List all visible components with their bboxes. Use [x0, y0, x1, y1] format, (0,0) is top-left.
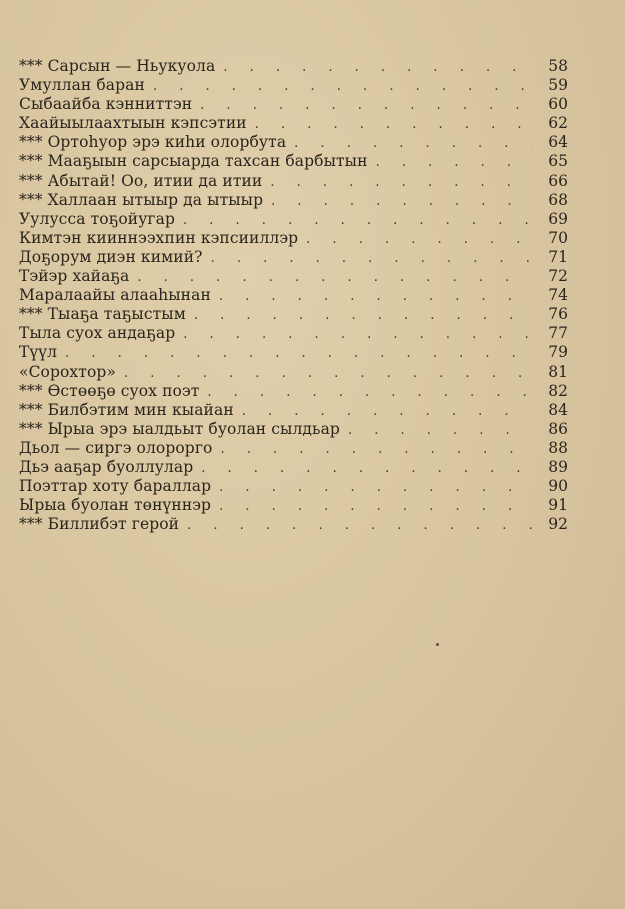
dot-leader [153, 77, 532, 96]
toc-entry-title: *** Абытай! Оо, итии да итии [19, 171, 263, 190]
toc-entry-page: 64 [548, 133, 568, 152]
toc-entry [19, 57, 568, 76]
dot-leader [65, 344, 532, 363]
toc-entry [19, 210, 568, 229]
toc-entry [19, 401, 568, 420]
table-of-contents [19, 57, 568, 534]
toc-entry [19, 363, 568, 382]
toc-entry [19, 496, 568, 515]
toc-entry-page: 82 [548, 381, 568, 400]
toc-entry-title: *** Мааҕыын сарсыарда тахсан барбытын [19, 152, 368, 171]
toc-entry [19, 420, 568, 439]
dot-leader [376, 153, 532, 172]
toc-entry-page: 62 [548, 114, 568, 133]
dot-leader [211, 249, 532, 268]
dot-leader [294, 134, 532, 153]
toc-entry [19, 152, 568, 171]
toc-entry [19, 458, 568, 477]
toc-entry [19, 267, 568, 286]
toc-entry-title: Поэттар хоту бараллар [19, 477, 212, 496]
toc-entry-title: Дьол — сиргэ олороргo [19, 438, 213, 457]
toc-entry [19, 477, 568, 496]
dot-leader [200, 96, 532, 115]
toc-entry-page: 76 [548, 305, 568, 324]
toc-entry [19, 229, 568, 248]
toc-entry [19, 286, 568, 305]
dot-leader [124, 364, 532, 383]
toc-entry-page: 60 [548, 95, 568, 114]
paper-speck [436, 643, 439, 646]
toc-entry-page: 90 [548, 477, 568, 496]
dot-leader [242, 402, 532, 421]
dot-leader [183, 325, 532, 344]
toc-entry-title: Маралаайы алааһынан [19, 286, 211, 305]
toc-entry-page: 68 [548, 190, 568, 209]
toc-entry-title: Сыбаайба кэнниттэн [19, 95, 193, 114]
toc-entry-page: 58 [548, 57, 568, 75]
toc-entry [19, 172, 568, 191]
dot-leader [219, 287, 532, 306]
toc-entry-page: 74 [548, 286, 568, 305]
dot-leader [187, 516, 532, 535]
toc-entry-page: 91 [548, 496, 568, 515]
toc-entry [19, 248, 568, 267]
toc-entry-title: *** Билбэтим мин кыайан [19, 400, 234, 419]
toc-entry-title: Тыла суох андаҕар [19, 324, 176, 343]
toc-entry-title: Доҕорум диэн кимий? [19, 247, 203, 266]
toc-entry-title: *** Сарсын — Ньукуола [19, 57, 216, 75]
toc-entry [19, 305, 568, 324]
toc-entry-title: Түүл [19, 343, 58, 362]
toc-entry-page: 88 [548, 438, 568, 457]
toc-entry-page: 59 [548, 76, 568, 95]
toc-entry [19, 382, 568, 401]
dot-leader [201, 459, 532, 478]
dot-leader [255, 115, 532, 134]
toc-entry-title: Кимтэн кииннээхпин кэпсииллэр [19, 228, 299, 247]
toc-entry-title: *** Тыаҕа таҕыстым [19, 305, 186, 324]
toc-entry [19, 114, 568, 133]
toc-entry-title: *** Ортоһуор эрэ киһи олорбута [19, 133, 287, 152]
dot-leader [270, 173, 532, 192]
toc-entry-page: 71 [548, 247, 568, 266]
dot-leader [220, 440, 532, 459]
toc-entry-title: *** Ырыа эрэ ыалдьыт буолан сылдьар [19, 419, 340, 438]
toc-entry [19, 76, 568, 95]
toc-entry-title: Умуллан баран [19, 76, 145, 95]
dot-leader [219, 497, 532, 516]
toc-entry-title: «Сорохтор» [19, 362, 116, 381]
dot-leader [183, 211, 532, 230]
dot-leader [194, 306, 532, 325]
dot-leader [348, 421, 532, 440]
toc-entry-title: Дьэ ааҕар буоллулар [19, 457, 194, 476]
toc-entry-page: 81 [548, 362, 568, 381]
toc-entry-page: 79 [548, 343, 568, 362]
toc-entry-title: Уулусса тоҕойугар [19, 209, 176, 228]
toc-entry-page: 92 [548, 515, 568, 534]
toc-entry [19, 95, 568, 114]
toc-entry-title: *** Халлаан ытыыр да ытыыр [19, 190, 264, 209]
toc-entry-page: 84 [548, 400, 568, 419]
toc-entry-title: *** Өстөөҕө суох поэт [19, 381, 200, 400]
toc-entry-title: *** Биллибэт герой [19, 515, 180, 534]
toc-entry-page: 70 [548, 228, 568, 247]
dot-leader [219, 478, 532, 497]
dot-leader [207, 383, 532, 402]
toc-entry-title: Ырыа буолан төнүннэр [19, 496, 212, 515]
toc-entry-title: Тэйэр хайаҕа [19, 267, 130, 286]
toc-entry-page: 66 [548, 171, 568, 190]
toc-entry-page: 86 [548, 419, 568, 438]
toc-entry [19, 324, 568, 343]
toc-entry [19, 343, 568, 362]
toc-entry-page: 69 [548, 209, 568, 228]
dot-leader [271, 192, 532, 211]
dot-leader [137, 268, 532, 287]
dot-leader [306, 230, 532, 249]
toc-entry [19, 439, 568, 458]
toc-entry-page: 89 [548, 457, 568, 476]
toc-entry-page: 65 [548, 152, 568, 171]
toc-entry-title: Хаайыылаахтыын кэпсэтии [19, 114, 247, 133]
toc-entry-page: 72 [548, 267, 568, 286]
toc-entry [19, 515, 568, 534]
toc-entry [19, 191, 568, 210]
toc-entry [19, 133, 568, 152]
dot-leader [223, 58, 532, 77]
toc-entry-page: 77 [548, 324, 568, 343]
